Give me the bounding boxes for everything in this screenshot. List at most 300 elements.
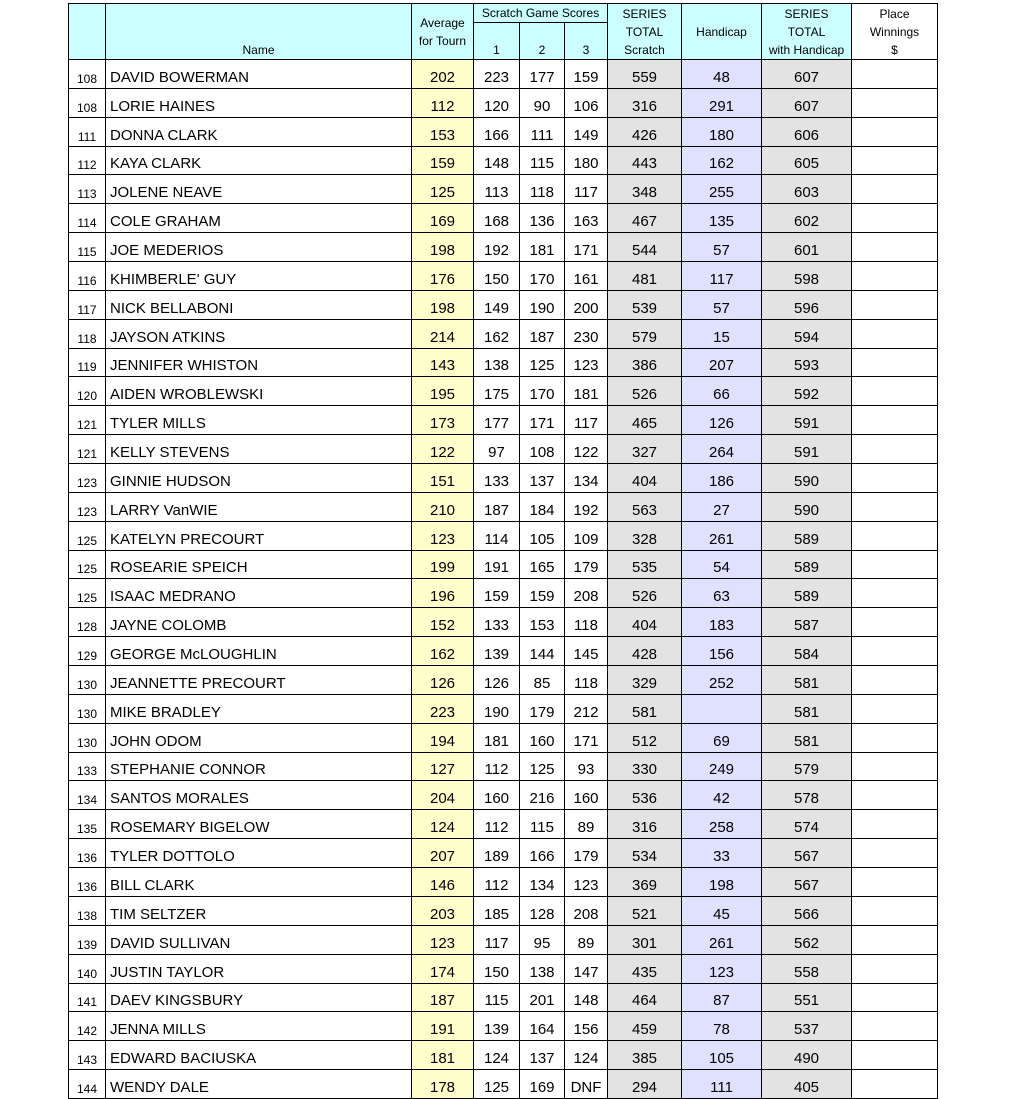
series-scratch-cell: 301 xyxy=(608,925,682,954)
series-scratch-cell: 386 xyxy=(608,348,682,377)
game-3-cell: 118 xyxy=(565,608,608,637)
game-3-cell: DNF xyxy=(565,1070,608,1099)
name-cell: KELLY STEVENS xyxy=(106,435,412,464)
name-cell: JEANNETTE PRECOURT xyxy=(106,666,412,695)
table-row xyxy=(69,925,938,954)
handicap-cell: 33 xyxy=(682,839,762,868)
game-1-cell: 117 xyxy=(474,925,520,954)
game-2-cell: 170 xyxy=(520,262,565,291)
game-1-header: 1 xyxy=(474,23,520,60)
place-header-line2: Winnings xyxy=(869,24,920,39)
series-scratch-cell: 526 xyxy=(608,579,682,608)
game-3-cell: 117 xyxy=(565,406,608,435)
total-header-line3: with Handicap xyxy=(768,42,845,57)
rank-cell: 128 xyxy=(69,608,106,637)
handicap-header: Handicap xyxy=(682,4,762,60)
handicap-cell: 249 xyxy=(682,752,762,781)
game-2-cell: 105 xyxy=(520,521,565,550)
rank-cell: 108 xyxy=(69,88,106,117)
name-cell: KHIMBERLE' GUY xyxy=(106,262,412,291)
table-row xyxy=(69,781,938,810)
average-cell: 122 xyxy=(412,435,474,464)
handicap-cell: 258 xyxy=(682,810,762,839)
table-row xyxy=(69,694,938,723)
series-handicap-cell: 581 xyxy=(762,666,852,695)
game-1-cell: 181 xyxy=(474,723,520,752)
name-cell: KAYA CLARK xyxy=(106,146,412,175)
average-cell: 162 xyxy=(412,637,474,666)
scratch-scores-header: Scratch Game Scores xyxy=(474,4,608,23)
game-2-cell: 179 xyxy=(520,694,565,723)
game-3-cell: 180 xyxy=(565,146,608,175)
table-header xyxy=(69,4,938,60)
rank-cell: 138 xyxy=(69,896,106,925)
place-winnings-cell xyxy=(852,666,938,695)
series-handicap-cell: 566 xyxy=(762,896,852,925)
game-2-cell: 160 xyxy=(520,723,565,752)
name-cell: JOHN ODOM xyxy=(106,723,412,752)
game-2-cell: 169 xyxy=(520,1070,565,1099)
game-3-cell: 109 xyxy=(565,521,608,550)
place-winnings-cell xyxy=(852,204,938,233)
series-scratch-cell: 459 xyxy=(608,1012,682,1041)
table-row xyxy=(69,348,938,377)
average-cell: 223 xyxy=(412,694,474,723)
rank-cell: 140 xyxy=(69,954,106,983)
game-1-cell: 139 xyxy=(474,1012,520,1041)
game-3-cell: 89 xyxy=(565,925,608,954)
series-handicap-cell: 598 xyxy=(762,262,852,291)
total-header-line1: SERIES xyxy=(784,6,829,21)
game-1-cell: 189 xyxy=(474,839,520,868)
table-row xyxy=(69,290,938,319)
game-3-cell: 123 xyxy=(565,868,608,897)
table-row xyxy=(69,637,938,666)
average-cell: 207 xyxy=(412,839,474,868)
handicap-cell: 123 xyxy=(682,954,762,983)
place-winnings-cell xyxy=(852,579,938,608)
place-winnings-cell xyxy=(852,117,938,146)
name-cell: ISAAC MEDRANO xyxy=(106,579,412,608)
rank-cell: 121 xyxy=(69,406,106,435)
place-winnings-cell xyxy=(852,1041,938,1070)
handicap-cell: 261 xyxy=(682,521,762,550)
place-winnings-cell xyxy=(852,1070,938,1099)
rank-cell: 133 xyxy=(69,752,106,781)
game-1-cell: 112 xyxy=(474,752,520,781)
handicap-cell: 162 xyxy=(682,146,762,175)
game-3-cell: 230 xyxy=(565,319,608,348)
series-handicap-cell: 605 xyxy=(762,146,852,175)
series-scratch-cell: 563 xyxy=(608,492,682,521)
series-scratch-cell: 534 xyxy=(608,839,682,868)
rank-cell: 139 xyxy=(69,925,106,954)
place-winnings-cell xyxy=(852,896,938,925)
series-handicap-cell: 567 xyxy=(762,868,852,897)
game-2-cell: 159 xyxy=(520,579,565,608)
place-winnings-cell xyxy=(852,348,938,377)
average-cell: 174 xyxy=(412,954,474,983)
series-handicap-cell: 602 xyxy=(762,204,852,233)
table-row xyxy=(69,262,938,291)
place-winnings-cell xyxy=(852,146,938,175)
name-cell: NICK BELLABONI xyxy=(106,290,412,319)
handicap-cell: 264 xyxy=(682,435,762,464)
handicap-cell: 69 xyxy=(682,723,762,752)
game-1-cell: 139 xyxy=(474,637,520,666)
game-1-cell: 162 xyxy=(474,319,520,348)
place-winnings-cell xyxy=(852,319,938,348)
series-scratch-cell: 294 xyxy=(608,1070,682,1099)
game-2-cell: 125 xyxy=(520,348,565,377)
game-1-cell: 175 xyxy=(474,377,520,406)
place-header-line1: Place xyxy=(879,6,910,21)
game-1-cell: 125 xyxy=(474,1070,520,1099)
table-row xyxy=(69,896,938,925)
rank-cell: 125 xyxy=(69,521,106,550)
rank-cell: 134 xyxy=(69,781,106,810)
game-1-cell: 112 xyxy=(474,868,520,897)
average-cell: 194 xyxy=(412,723,474,752)
game-2-cell: 138 xyxy=(520,954,565,983)
handicap-cell xyxy=(682,694,762,723)
game-2-cell: 111 xyxy=(520,117,565,146)
average-cell: 196 xyxy=(412,579,474,608)
handicap-cell: 255 xyxy=(682,175,762,204)
series-handicap-cell: 589 xyxy=(762,579,852,608)
series-handicap-cell: 591 xyxy=(762,406,852,435)
series-handicap-cell: 607 xyxy=(762,60,852,89)
handicap-cell: 57 xyxy=(682,233,762,262)
game-2-cell: 125 xyxy=(520,752,565,781)
series-handicap-cell: 592 xyxy=(762,377,852,406)
series-scratch-cell: 316 xyxy=(608,810,682,839)
name-cell: TYLER MILLS xyxy=(106,406,412,435)
rank-cell: 130 xyxy=(69,666,106,695)
name-header: Name xyxy=(106,4,412,60)
game-2-cell: 115 xyxy=(520,810,565,839)
name-cell: LORIE HAINES xyxy=(106,88,412,117)
handicap-cell: 78 xyxy=(682,1012,762,1041)
game-1-cell: 149 xyxy=(474,290,520,319)
game-1-cell: 185 xyxy=(474,896,520,925)
series-scratch-cell: 385 xyxy=(608,1041,682,1070)
series-handicap-cell: 558 xyxy=(762,954,852,983)
series-scratch-cell: 481 xyxy=(608,262,682,291)
series-handicap-cell: 490 xyxy=(762,1041,852,1070)
place-winnings-cell xyxy=(852,752,938,781)
place-winnings-cell xyxy=(852,406,938,435)
game-2-cell: 166 xyxy=(520,839,565,868)
series-handicap-cell: 591 xyxy=(762,435,852,464)
game-1-cell: 114 xyxy=(474,521,520,550)
place-winnings-cell xyxy=(852,723,938,752)
average-header xyxy=(412,4,474,60)
place-winnings-cell xyxy=(852,435,938,464)
name-cell: BILL CLARK xyxy=(106,868,412,897)
average-header-line1: Average xyxy=(420,15,465,30)
place-winnings-cell xyxy=(852,781,938,810)
place-winnings-cell xyxy=(852,233,938,262)
name-cell: MIKE BRADLEY xyxy=(106,694,412,723)
series-scratch-cell: 544 xyxy=(608,233,682,262)
name-cell: WENDY DALE xyxy=(106,1070,412,1099)
place-winnings-header xyxy=(852,4,938,60)
game-3-cell: 159 xyxy=(565,60,608,89)
series-scratch-cell: 581 xyxy=(608,694,682,723)
game-1-cell: 133 xyxy=(474,608,520,637)
name-cell: JENNA MILLS xyxy=(106,1012,412,1041)
game-2-cell: 216 xyxy=(520,781,565,810)
game-1-cell: 148 xyxy=(474,146,520,175)
handicap-cell: 42 xyxy=(682,781,762,810)
name-cell: TIM SELTZER xyxy=(106,896,412,925)
series-scratch-cell: 535 xyxy=(608,550,682,579)
series-scratch-cell: 327 xyxy=(608,435,682,464)
table-row xyxy=(69,752,938,781)
table-row xyxy=(69,810,938,839)
game-3-cell: 147 xyxy=(565,954,608,983)
name-cell: DAVID SULLIVAN xyxy=(106,925,412,954)
handicap-cell: 207 xyxy=(682,348,762,377)
game-3-cell: 118 xyxy=(565,666,608,695)
rank-cell: 117 xyxy=(69,290,106,319)
series-handicap-cell: 562 xyxy=(762,925,852,954)
name-cell: ROSEMARY BIGELOW xyxy=(106,810,412,839)
place-winnings-cell xyxy=(852,1012,938,1041)
game-3-cell: 163 xyxy=(565,204,608,233)
place-winnings-cell xyxy=(852,521,938,550)
name-cell: JUSTIN TAYLOR xyxy=(106,954,412,983)
rank-cell: 129 xyxy=(69,637,106,666)
series-scratch-cell: 512 xyxy=(608,723,682,752)
series-handicap-cell: 593 xyxy=(762,348,852,377)
average-cell: 199 xyxy=(412,550,474,579)
name-cell: AIDEN WROBLEWSKI xyxy=(106,377,412,406)
average-cell: 151 xyxy=(412,464,474,493)
series-handicap-cell: 606 xyxy=(762,117,852,146)
name-cell: JENNIFER WHISTON xyxy=(106,348,412,377)
handicap-cell: 135 xyxy=(682,204,762,233)
handicap-cell: 87 xyxy=(682,983,762,1012)
game-1-cell: 120 xyxy=(474,88,520,117)
table-row xyxy=(69,983,938,1012)
average-cell: 195 xyxy=(412,377,474,406)
series-header-line1: SERIES xyxy=(622,6,667,21)
table-row xyxy=(69,175,938,204)
name-cell: EDWARD BACIUSKA xyxy=(106,1041,412,1070)
handicap-cell: 180 xyxy=(682,117,762,146)
handicap-cell: 261 xyxy=(682,925,762,954)
game-1-cell: 192 xyxy=(474,233,520,262)
table-row xyxy=(69,60,938,89)
rank-cell: 123 xyxy=(69,492,106,521)
game-2-cell: 170 xyxy=(520,377,565,406)
table-row xyxy=(69,406,938,435)
table-row xyxy=(69,666,938,695)
game-2-cell: 184 xyxy=(520,492,565,521)
series-handicap-cell: 590 xyxy=(762,464,852,493)
handicap-cell: 66 xyxy=(682,377,762,406)
game-2-cell: 136 xyxy=(520,204,565,233)
rank-cell: 143 xyxy=(69,1041,106,1070)
series-scratch-cell: 369 xyxy=(608,868,682,897)
game-3-cell: 171 xyxy=(565,233,608,262)
table-row xyxy=(69,117,938,146)
series-scratch-cell: 316 xyxy=(608,88,682,117)
game-2-header: 2 xyxy=(520,23,565,60)
game-1-cell: 187 xyxy=(474,492,520,521)
rank-cell: 142 xyxy=(69,1012,106,1041)
name-cell: STEPHANIE CONNOR xyxy=(106,752,412,781)
rank-cell: 136 xyxy=(69,839,106,868)
game-1-cell: 126 xyxy=(474,666,520,695)
series-handicap-cell: 590 xyxy=(762,492,852,521)
place-winnings-cell xyxy=(852,868,938,897)
place-winnings-cell xyxy=(852,88,938,117)
game-1-cell: 150 xyxy=(474,262,520,291)
handicap-cell: 57 xyxy=(682,290,762,319)
game-3-header: 3 xyxy=(565,23,608,60)
game-2-cell: 95 xyxy=(520,925,565,954)
game-1-cell: 150 xyxy=(474,954,520,983)
game-1-cell: 115 xyxy=(474,983,520,1012)
series-scratch-cell: 404 xyxy=(608,608,682,637)
average-cell: 198 xyxy=(412,290,474,319)
table-row xyxy=(69,377,938,406)
name-cell: KATELYN PRECOURT xyxy=(106,521,412,550)
game-2-cell: 164 xyxy=(520,1012,565,1041)
series-handicap-cell: 596 xyxy=(762,290,852,319)
rank-cell: 111 xyxy=(69,117,106,146)
name-cell: ROSEARIE SPEICH xyxy=(106,550,412,579)
game-1-cell: 113 xyxy=(474,175,520,204)
game-1-cell: 190 xyxy=(474,694,520,723)
table-row xyxy=(69,1070,938,1099)
handicap-cell: 45 xyxy=(682,896,762,925)
series-handicap-cell: 567 xyxy=(762,839,852,868)
average-cell: 123 xyxy=(412,925,474,954)
game-3-cell: 124 xyxy=(565,1041,608,1070)
handicap-cell: 198 xyxy=(682,868,762,897)
rank-cell: 113 xyxy=(69,175,106,204)
table-row xyxy=(69,579,938,608)
series-header-line2: TOTAL xyxy=(625,24,664,39)
game-2-cell: 187 xyxy=(520,319,565,348)
game-1-cell: 223 xyxy=(474,60,520,89)
game-3-cell: 181 xyxy=(565,377,608,406)
name-cell: DAEV KINGSBURY xyxy=(106,983,412,1012)
game-3-cell: 117 xyxy=(565,175,608,204)
place-winnings-cell xyxy=(852,60,938,89)
game-2-cell: 108 xyxy=(520,435,565,464)
average-cell: 112 xyxy=(412,88,474,117)
rank-cell: 123 xyxy=(69,464,106,493)
rank-cell: 114 xyxy=(69,204,106,233)
average-cell: 159 xyxy=(412,146,474,175)
average-cell: 124 xyxy=(412,810,474,839)
place-header-line3: $ xyxy=(891,42,898,57)
game-2-cell: 177 xyxy=(520,60,565,89)
series-handicap-cell: 405 xyxy=(762,1070,852,1099)
game-2-cell: 201 xyxy=(520,983,565,1012)
series-scratch-cell: 328 xyxy=(608,521,682,550)
average-cell: 191 xyxy=(412,1012,474,1041)
game-3-cell: 171 xyxy=(565,723,608,752)
table-row xyxy=(69,1012,938,1041)
game-1-cell: 168 xyxy=(474,204,520,233)
name-cell: JOLENE NEAVE xyxy=(106,175,412,204)
table-row xyxy=(69,550,938,579)
table-row xyxy=(69,1041,938,1070)
average-cell: 214 xyxy=(412,319,474,348)
average-cell: 203 xyxy=(412,896,474,925)
average-cell: 127 xyxy=(412,752,474,781)
average-cell: 146 xyxy=(412,868,474,897)
rank-cell: 118 xyxy=(69,319,106,348)
series-scratch-cell: 428 xyxy=(608,637,682,666)
game-2-cell: 85 xyxy=(520,666,565,695)
series-scratch-cell: 536 xyxy=(608,781,682,810)
rank-cell: 112 xyxy=(69,146,106,175)
place-winnings-cell xyxy=(852,925,938,954)
table-row xyxy=(69,868,938,897)
series-scratch-cell: 559 xyxy=(608,60,682,89)
place-winnings-cell xyxy=(852,377,938,406)
series-scratch-cell: 579 xyxy=(608,319,682,348)
game-3-cell: 208 xyxy=(565,579,608,608)
place-winnings-cell xyxy=(852,290,938,319)
series-handicap-cell: 587 xyxy=(762,608,852,637)
place-winnings-cell xyxy=(852,608,938,637)
series-scratch-header xyxy=(608,4,682,60)
series-handicap-cell: 574 xyxy=(762,810,852,839)
series-scratch-cell: 435 xyxy=(608,954,682,983)
rank-cell: 115 xyxy=(69,233,106,262)
handicap-cell: 156 xyxy=(682,637,762,666)
rank-cell: 121 xyxy=(69,435,106,464)
name-cell: JOE MEDERIOS xyxy=(106,233,412,262)
average-cell: 204 xyxy=(412,781,474,810)
place-winnings-cell xyxy=(852,954,938,983)
series-handicap-cell: 603 xyxy=(762,175,852,204)
series-scratch-cell: 526 xyxy=(608,377,682,406)
series-handicap-cell: 581 xyxy=(762,723,852,752)
average-cell: 198 xyxy=(412,233,474,262)
game-3-cell: 208 xyxy=(565,896,608,925)
place-winnings-cell xyxy=(852,694,938,723)
rank-cell: 136 xyxy=(69,868,106,897)
rank-cell: 119 xyxy=(69,348,106,377)
table-row xyxy=(69,319,938,348)
average-cell: 176 xyxy=(412,262,474,291)
game-1-cell: 133 xyxy=(474,464,520,493)
rank-cell: 130 xyxy=(69,694,106,723)
average-header-line2: for Tourn xyxy=(418,33,467,48)
game-1-cell: 97 xyxy=(474,435,520,464)
game-3-cell: 89 xyxy=(565,810,608,839)
handicap-cell: 291 xyxy=(682,88,762,117)
rank-cell: 120 xyxy=(69,377,106,406)
series-scratch-cell: 330 xyxy=(608,752,682,781)
name-cell: DAVID BOWERMAN xyxy=(106,60,412,89)
game-3-cell: 200 xyxy=(565,290,608,319)
average-cell: 187 xyxy=(412,983,474,1012)
game-3-cell: 160 xyxy=(565,781,608,810)
rank-cell: 141 xyxy=(69,983,106,1012)
place-winnings-cell xyxy=(852,983,938,1012)
game-2-cell: 90 xyxy=(520,88,565,117)
